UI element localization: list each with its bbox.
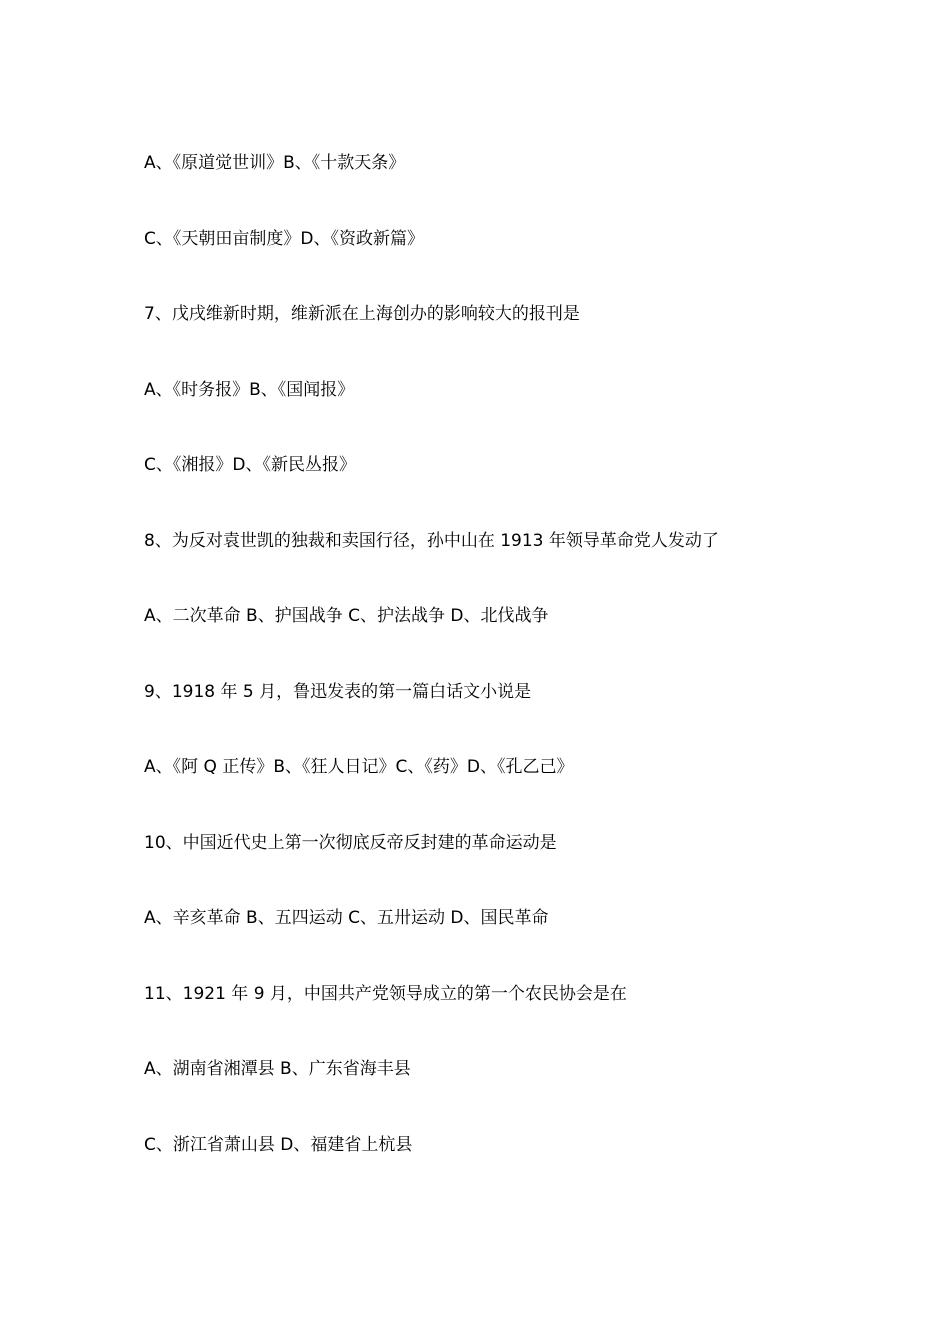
option-line: A、《时务报》B、《国闻报》	[144, 379, 355, 400]
option-line: C、浙江省萧山县 D、福建省上杭县	[144, 1134, 413, 1155]
question-line: 8、为反对袁世凯的独裁和卖国行径，孙中山在 1913 年领导革命党人发动了	[144, 530, 719, 551]
question-line: 11、1921 年 9 月，中国共产党领导成立的第一个农民协会是在	[144, 983, 627, 1004]
option-line: A、《原道觉世训》B、《十款天条》	[144, 153, 406, 173]
option-line: C、《湘报》D、《新民丛报》	[144, 455, 356, 475]
question-list	[144, 150, 904, 1207]
option-line: C、《天朝田亩制度》D、《资政新篇》	[144, 228, 424, 249]
option-line: A、《阿 Q 正传》B、《狂人日记》C、《药》D、《孔乙己》	[144, 757, 574, 777]
option-line: A、二次革命 B、护国战争 C、护法战争 D、北伐战争	[144, 606, 549, 626]
question-line: 9、1918 年 5 月，鲁迅发表的第一篇白话文小说是	[144, 681, 532, 702]
question-line: 7、戊戌维新时期，维新派在上海创办的影响较大的报刊是	[144, 304, 580, 324]
question-line: 10、中国近代史上第一次彻底反帝反封建的革命运动是	[144, 832, 557, 853]
option-line: A、湖南省湘潭县 B、广东省海丰县	[144, 1059, 411, 1079]
option-line: A、辛亥革命 B、五四运动 C、五卅运动 D、国民革命	[144, 908, 549, 928]
